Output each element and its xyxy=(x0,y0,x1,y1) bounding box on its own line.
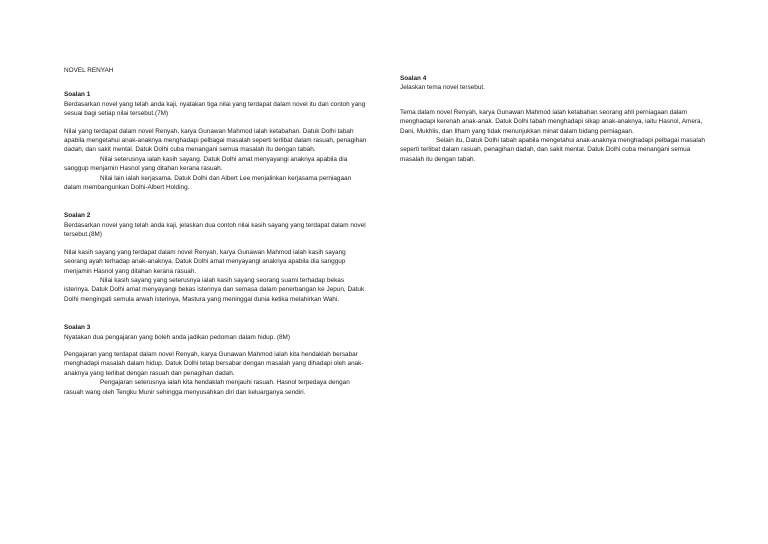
spacer xyxy=(64,304,370,323)
answer-2-paragraph-1: Nilai kasih sayang yang terdapat dalam novel Renyah, karya Gunawan Mahmod ialah kasih sayang seorang ayah terhadap anak-anaknya. Datuk Dolhi amat menyayangi anaknya apabila dia sanggup menjamin Hasnol yang ditahan kerana rasuah. xyxy=(64,248,346,275)
answer-2-paragraph-2: Nilai kasih sayang yang seterusnya ialah kasih sayang seorang suami terhadap bekas isterinya. Datuk Dolhi amat menyayangi bekas isterinya dan semasa dalam penerbangan ke Jepun, Datuk Dolhi mengingati semula arwah isterinya, Mastura yang meninggal dunia ketika melahirkan Wahi. xyxy=(64,276,365,303)
question-3-heading: Soalan 3 xyxy=(64,324,91,332)
answer-1-paragraph-3: Nilai lain ialah kerjasama. Datuk Dolhi dan Albert Lee menjalinkan kerjasama perniagaan dalam membangunkan Dolhi-Albert Holding. xyxy=(64,174,352,192)
question-4-text: Jelaskan tema novel tersebut. xyxy=(400,84,485,92)
document-title: NOVEL RENYAH xyxy=(64,67,114,74)
spacer xyxy=(400,93,706,108)
answer-1-paragraph-2: Nilai seterusnya ialah kasih sayang. Datuk Dolhi amat menyayangi anaknya apabila dia sanggup menjamin Hasnol yang ditahan kerana rasuah. xyxy=(64,155,348,173)
question-1-text: Berdasarkan novel yang telah anda kaji, nyatakan tiga nilai yang terdapat dalam novel itu dan contoh yang sesuai bagi setiap nilai tersebut.(7M) xyxy=(64,100,366,118)
question-2-text: Berdasarkan novel yang telah anda kaji, jelaskan dua contoh nilai kasih sayang yang terdapat dalam novel tersebut.(8M) xyxy=(64,221,366,239)
answer-4-paragraph-2: Selain itu, Datuk Dolhi tabah apabila mengetahui anak-anaknya menghadapi pelbagai masalah seperti terlibat dalam rasuah, penagihan dadah, dan sakit mental. Datuk Dolhi cuba menangani semua masalah itu dengan tabah. xyxy=(400,137,705,163)
right-column xyxy=(400,74,706,164)
spacer xyxy=(64,119,370,127)
answer-4-paragraph-1: Tema dalam novel Renyah, karya Gunawan Mahmod ialah ketabahan seorang ahli perniagaan dalam menghadapi kerenah anak-anak. Datuk Dolhi tabah menghadapi sikap anak-anaknya, iaitu Hasnol, Amera, Dani, Mukhlis, dan Ilham yang tidak menunjukkan minat dalam bidang perniagaan. xyxy=(400,108,703,135)
spacer xyxy=(64,342,370,350)
spacer xyxy=(64,240,370,248)
left-column xyxy=(64,66,370,397)
question-1-heading: Soalan 1 xyxy=(64,91,91,99)
question-4-heading: Soalan 4 xyxy=(400,75,427,82)
answer-3-paragraph-1: Pengajaran yang terdapat dalam novel Renyah, karya Gunawan Mahmod ialah kita hendaklah bersabar menghadapi masalah dalam hidup. Datuk Dolhi tetap bersabar dengan masalah yang dihadapi oleh anak-anaknya yang terlibat dengan rasuah dan penagihan dadah. xyxy=(64,350,364,377)
answer-1-paragraph-1: Nilai yang terdapat dalam novel Renyah, karya Gunawan Mahmod ialah ketabahan. Datuk Dolhi tabah apabila mengetahui anak-anaknya menghadapi pelbagai masalah seperti terlibat dalam rasuah, penagihan dadah, dan sakit mental. Datuk Dolhi cuba menangani semua masalah itu dengan tabah. xyxy=(64,127,367,154)
spacer xyxy=(64,192,370,211)
question-2-heading: Soalan 2 xyxy=(64,212,91,220)
question-3-text: Nyatakan dua pengajaran yang boleh anda jadikan pedoman dalam hidup. (8M) xyxy=(64,333,290,341)
answer-3-paragraph-2: Pengajaran seterusnya ialah kita hendaklah menjauhi rasuah. Hasnol terpedaya dengan rasuah wang oleh Tengku Munir sehingga menyusahkan diri dan keluarganya sendiri. xyxy=(64,379,350,396)
